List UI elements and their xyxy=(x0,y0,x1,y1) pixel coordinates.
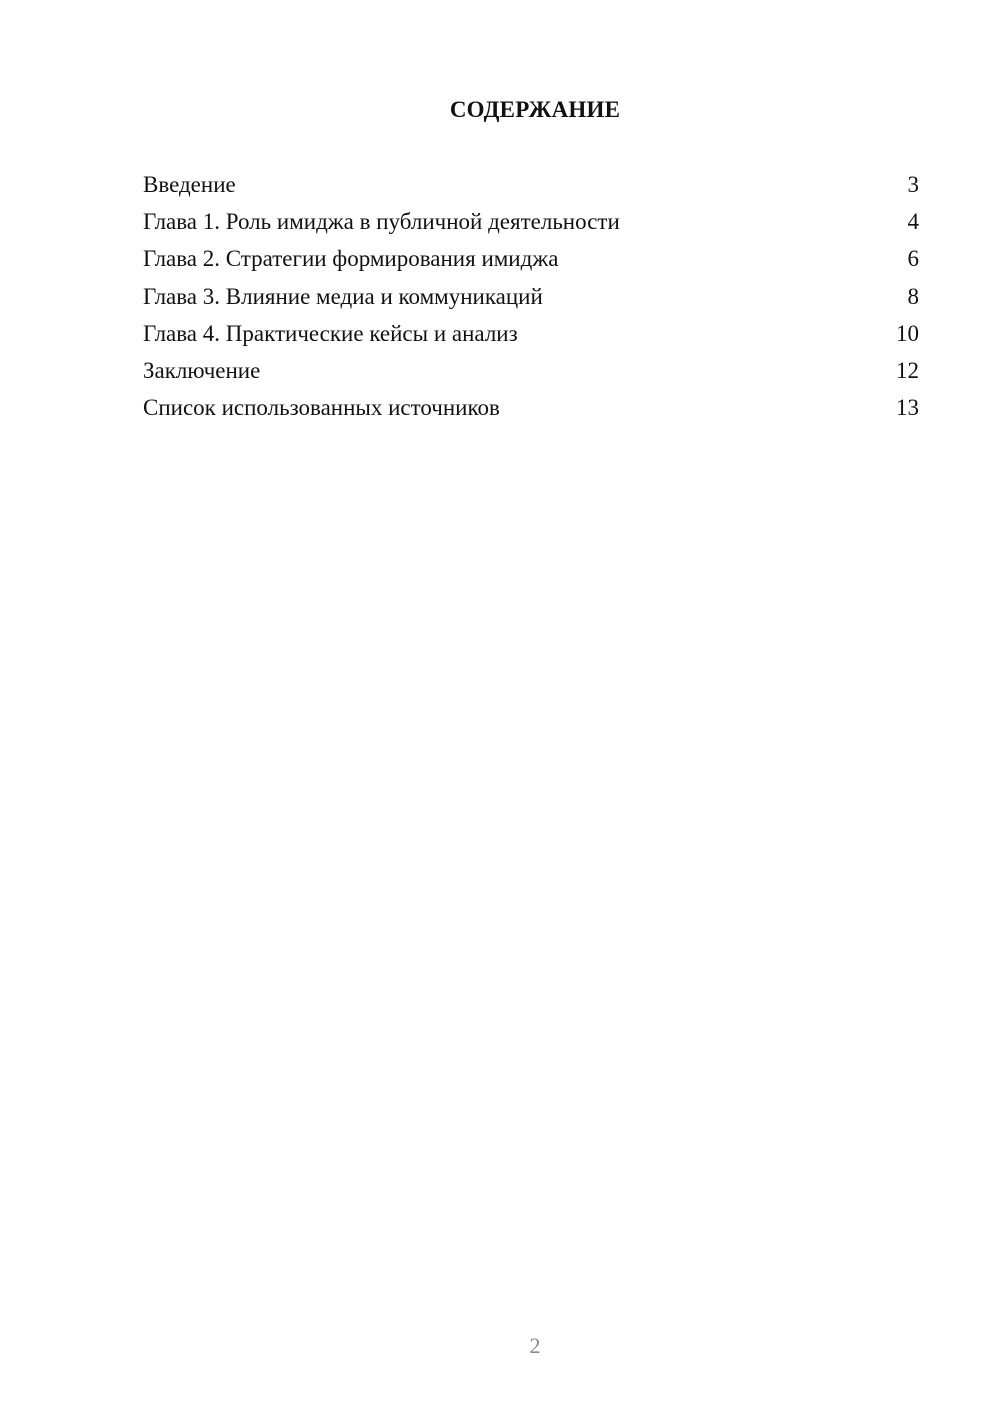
toc-entry-chapter-2[interactable] xyxy=(143,244,919,281)
page-number: 2 xyxy=(529,1333,541,1358)
toc-entry-label: Список использованных источников xyxy=(143,395,500,421)
toc-entry-page: 10 xyxy=(896,320,919,346)
toc-entry-introduction[interactable] xyxy=(143,170,919,207)
toc-entry-chapter-1[interactable] xyxy=(143,207,919,244)
toc-entry-label: Глава 3. Влияние медиа и коммуникаций xyxy=(143,283,543,309)
toc-entry-chapter-3[interactable] xyxy=(143,282,919,319)
toc-entry-label: Глава 4. Практические кейсы и анализ xyxy=(143,320,518,346)
toc-entry-references[interactable] xyxy=(143,393,919,430)
toc-entry-page: 13 xyxy=(896,395,919,421)
toc-entry-conclusion[interactable] xyxy=(143,356,919,393)
toc-title: СОДЕРЖАНИЕ xyxy=(449,97,621,122)
toc-entry-page: 12 xyxy=(896,357,919,383)
toc-entry-page: 4 xyxy=(907,209,919,235)
toc-entry-label: Глава 1. Роль имиджа в публичной деятельности xyxy=(143,209,620,235)
toc-entry-label: Введение xyxy=(143,172,236,197)
toc-entry-page: 6 xyxy=(907,246,919,272)
toc-entry-page: 8 xyxy=(907,283,919,309)
toc-entry-chapter-4[interactable] xyxy=(143,319,919,356)
toc-entry-page: 3 xyxy=(907,172,919,197)
table-of-contents xyxy=(143,170,919,430)
toc-entry-label: Глава 2. Стратегии формирования имиджа xyxy=(143,246,559,272)
toc-entry-label: Заключение xyxy=(143,357,261,383)
